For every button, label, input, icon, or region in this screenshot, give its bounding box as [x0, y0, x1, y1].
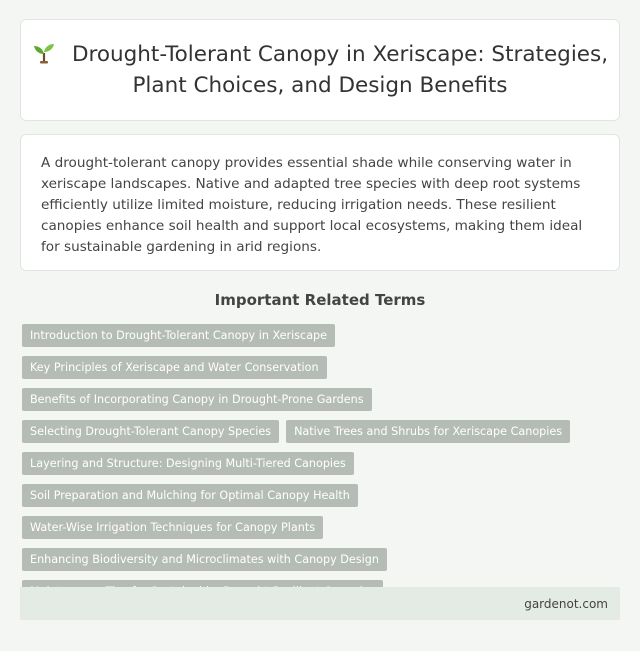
- intro-card: [20, 134, 620, 271]
- footer: [20, 587, 620, 620]
- related-term-tag[interactable]: Introduction to Drought-Tolerant Canopy in Xeriscape: [22, 324, 335, 347]
- related-term-tag[interactable]: Layering and Structure: Designing Multi-Tiered Canopies: [22, 452, 354, 475]
- related-term-tag[interactable]: Key Principles of Xeriscape and Water Conservation: [22, 356, 327, 379]
- intro-paragraph: A drought-tolerant canopy provides essential shade while conserving water in xeriscape landscapes. Native and adapted tree species with deep root systems efficiently utilize limited moisture, reducing irrigation needs. These resilient canopies enhance soil health and support local ecosystems, making them ideal for sustainable gardening in arid regions.: [41, 155, 583, 255]
- title-card: [20, 19, 620, 121]
- footer-site-link[interactable]: gardenot.com: [524, 596, 608, 611]
- related-terms-heading: Important Related Terms: [214, 291, 426, 309]
- related-term-tag[interactable]: Selecting Drought-Tolerant Canopy Species: [22, 420, 279, 443]
- page-title: [21, 39, 619, 101]
- related-term-tag[interactable]: Benefits of Incorporating Canopy in Drought-Prone Gardens: [22, 388, 372, 411]
- related-term-tag[interactable]: Soil Preparation and Mulching for Optimal Canopy Health: [22, 484, 358, 507]
- related-terms-list: [22, 324, 622, 603]
- sprout-icon: [32, 42, 56, 64]
- related-term-tag[interactable]: Enhancing Biodiversity and Microclimates with Canopy Design: [22, 548, 387, 571]
- related-term-tag[interactable]: Native Trees and Shrubs for Xeriscape Canopies: [286, 420, 570, 443]
- page-title-text: Drought-Tolerant Canopy in Xeriscape: Strategies, Plant Choices, and Design Benefits: [71, 42, 609, 98]
- related-term-tag[interactable]: Water-Wise Irrigation Techniques for Canopy Plants: [22, 516, 323, 539]
